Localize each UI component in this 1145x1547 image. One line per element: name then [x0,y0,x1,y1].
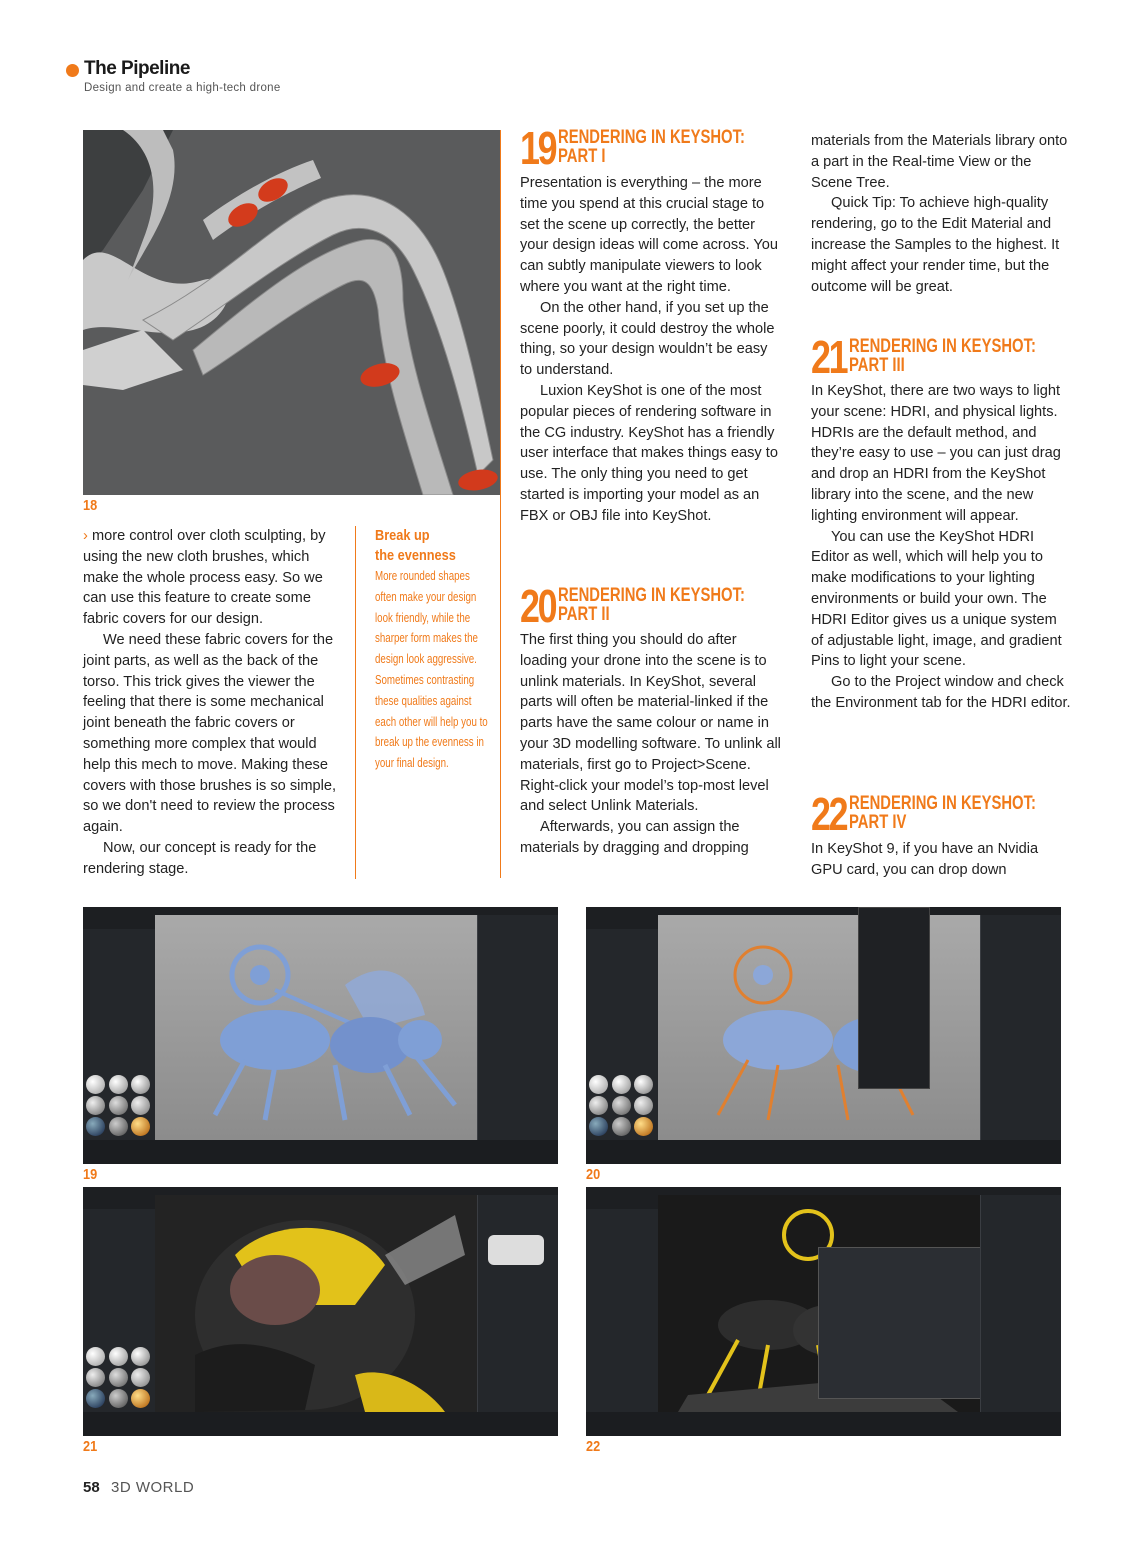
page-number: 58 [83,1479,100,1496]
heading-line: RENDERING IN KEYSHOT: [849,336,1036,357]
realtime-view [155,915,478,1140]
section-number: 19 [520,122,556,174]
paragraph: Luxion KeyShot is one of the most popular pieces of rendering software in the CG industry. KeyShot has a friendly user interface that makes things easy to use. The only thing you need to get started is importing your model as an FBX or OBJ file into KeyShot. [520,382,778,524]
bottom-toolbar [586,1412,1061,1436]
quick-tip: Quick Tip: To achieve high-quality rendering, go to the Edit Material and increase the Samples to the highest. It might affect your render time, but the outcome will be great. [811,195,1060,295]
section-21-header [811,331,1089,383]
context-menu [858,907,930,1089]
sidebar-heading-line: Break up [375,527,430,544]
realtime-view [155,1195,478,1412]
sidebar-heading-line: the evenness [375,547,456,564]
drone-model-selected [658,915,981,1140]
screenshot-22-keyshot-render [586,1187,1061,1436]
paragraph: In KeyShot 9, if you have an Nvidia GPU card, you can drop down [811,841,1039,878]
section-heading [558,586,745,624]
paragraph: We need these fabric covers for the joint parts, as well as the back of the torso. This trick gives the viewer the feeling that there is some mechanical joint beneath the fabric covers or something more complex that would help this mech to move. Making these covers with those brushes is so simple, so we don't need to review the process again. [83,631,337,836]
section-heading [849,794,1036,832]
section-title: The Pipeline [84,58,190,79]
caption-21: 21 [83,1438,98,1455]
screenshot-21-keyshot-hdri [83,1187,558,1436]
column-a-text [83,526,343,880]
paragraph: You can use the KeyShot HDRI Editor as well, which will help you to make modifications to your lighting environments or build your own. The HDRI Editor gives us a unique system of adjustable light, image, and gradient Pins to light your scene. [811,528,1062,670]
section-20-text [520,630,782,859]
heading-line: RENDERING IN KEYSHOT: [558,585,745,606]
paragraph-text: more control over cloth sculpting, by using the new cloth brushes, which make the whole process easy. So we can use this feature to create some fabric covers for our design. [83,528,326,628]
sidebar-divider-left [355,526,356,879]
screenshot-19-keyshot-blue [83,907,558,1164]
material-swatches [86,1347,152,1408]
material-swatches [589,1075,655,1136]
drone-head-closeup [155,1195,478,1412]
paragraph: Presentation is everything – the more time you spend at this crucial stage to set the scene up correctly, the better your design ideas will come across. You can subtly manipulate viewers to look where you want at the right time. [520,175,778,295]
section-20-header [520,580,798,632]
section-21-text [811,381,1071,714]
heading-line: PART IV [849,812,907,833]
section-number: 20 [520,580,556,632]
header-bullet-icon [66,64,79,77]
image-18-sculpt-render [83,130,500,495]
heading-line: PART III [849,355,905,376]
caption-22: 22 [586,1438,601,1455]
column-d-text [811,131,1071,297]
magazine-name: 3D WORLD [111,1479,195,1496]
sidebar-body: More rounded shapes often make your design look friendly, while the sharper form makes the design look aggressive. Sometimes contrasting these qualities against each other will help you to break up the evenness in your final design. [375,569,488,771]
project-panel [980,1195,1061,1412]
heading-line: PART I [558,146,606,167]
paragraph: Go to the Project window and check the Environment tab for the HDRI editor. [811,674,1071,711]
properties-panel [477,915,558,1140]
sidebar-heading [375,526,490,566]
caption-20: 20 [586,1166,601,1183]
section-heading [558,128,745,166]
section-22-header [811,788,1089,840]
heading-line: RENDERING IN KEYSHOT: [849,793,1036,814]
section-number: 22 [811,788,847,840]
sidebar-divider-right [500,130,501,878]
library-panel [83,1209,156,1412]
paragraph: The first thing you should do after loading your drone into the scene is to unlink materials. In KeyShot, several parts will often be material-linked if the parts have the same colour or name in your 3D modelling software. To unlink all materials, first go to Project>Scene. Right-click your model’s top-most level and select Unlink Materials. [520,632,781,815]
section-22-text [811,839,1071,881]
heading-line: RENDERING IN KEYSHOT: [558,127,745,148]
paragraph: On the other hand, if you set up the scene poorly, it could destroy the whole thing, so your design wouldn’t be easy to understand. [520,299,775,379]
caption-18: 18 [83,497,98,514]
bottom-toolbar [83,1140,558,1164]
library-panel [83,929,156,1140]
hdri-preview [488,1235,544,1265]
drone-model-blue [155,915,478,1140]
paragraph: Afterwards, you can assign the materials by dragging and dropping [520,819,749,856]
library-panel [586,1209,659,1412]
continuation-arrow-icon: › [83,528,88,544]
scene-tree-panel [586,929,659,1140]
scene-panel [980,915,1061,1140]
sidebar-tip [375,526,490,774]
paragraph: materials from the Materials library onto a part in the Real-time View or the Scene Tree. [811,133,1068,191]
section-heading [849,337,1036,375]
section-subtitle: Design and create a high-tech drone [84,82,281,94]
paragraph: Now, our concept is ready for the rendering stage. [83,839,317,877]
bottom-toolbar [83,1412,558,1436]
cloth-joint-render [83,130,500,495]
section-number: 21 [811,331,847,383]
section-19-header [520,122,798,174]
realtime-view [658,915,981,1140]
caption-19: 19 [83,1166,98,1183]
material-swatches [86,1075,152,1136]
column-c-text [520,173,782,527]
paragraph [83,526,343,630]
heading-line: PART II [558,604,610,625]
screenshot-20-keyshot-menu [586,907,1061,1164]
bottom-toolbar [586,1140,1061,1164]
paragraph: In KeyShot, there are two ways to light your scene: HDRI, and physical lights. HDRIs are the default method, and they’re easy to use – you can just drag and drop an HDRI from the KeyShot library into the scene, and the new lighting environment will appear. [811,383,1061,524]
environment-panel [477,1195,558,1412]
